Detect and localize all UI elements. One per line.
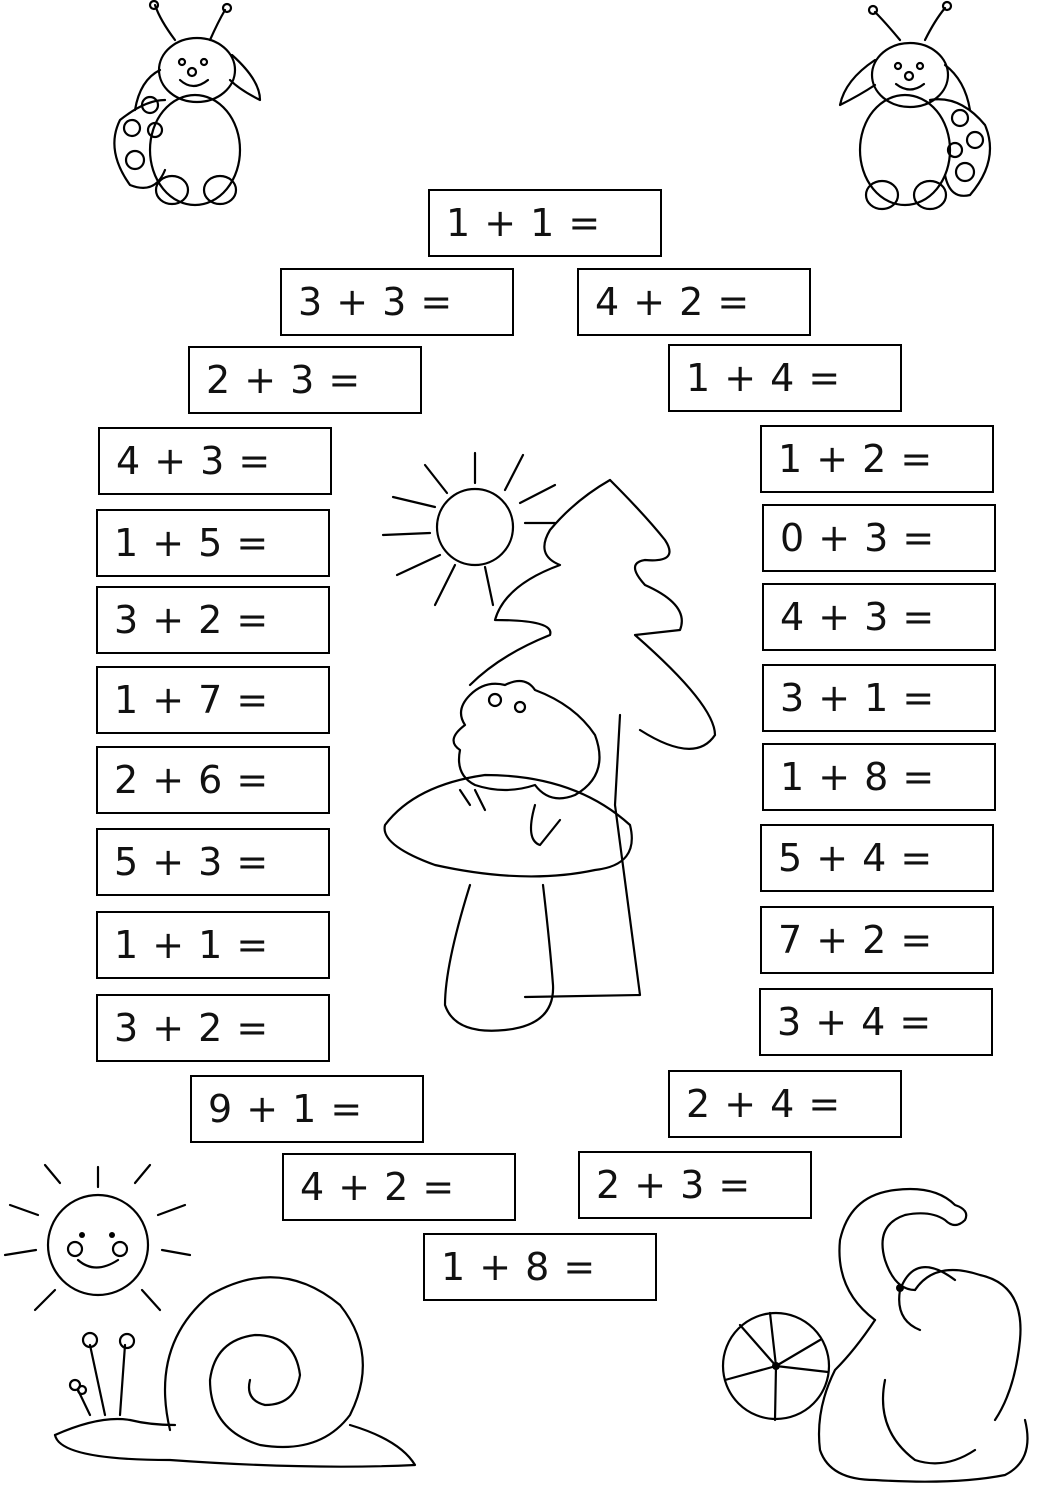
- problem-box[interactable]: [760, 906, 994, 974]
- problem-box[interactable]: [577, 268, 811, 336]
- problem-box[interactable]: [668, 344, 902, 412]
- problem-box[interactable]: [96, 911, 330, 979]
- problem-box[interactable]: [190, 1075, 424, 1143]
- problem-box[interactable]: [762, 504, 996, 572]
- problem-box[interactable]: [96, 828, 330, 896]
- problem-box[interactable]: [760, 824, 994, 892]
- problem-text: 5 + 3 =: [114, 840, 270, 884]
- sun-icon: [383, 453, 555, 605]
- problem-box[interactable]: [668, 1070, 902, 1138]
- problem-text: 2 + 6 =: [114, 758, 270, 802]
- center-scene: [375, 445, 735, 1040]
- problem-text: 1 + 5 =: [114, 521, 270, 565]
- fir-tree-icon: [470, 480, 715, 997]
- problem-text: 1 + 7 =: [114, 678, 270, 722]
- problem-text: 3 + 2 =: [114, 598, 270, 642]
- problem-text: 1 + 4 =: [686, 356, 842, 400]
- problem-box[interactable]: [96, 666, 330, 734]
- problem-box[interactable]: [578, 1151, 812, 1219]
- problem-text: 3 + 1 =: [780, 676, 936, 720]
- ladybug-icon: [830, 0, 1000, 215]
- problem-box[interactable]: [96, 509, 330, 577]
- problem-box[interactable]: [762, 583, 996, 651]
- problem-box[interactable]: [762, 664, 996, 732]
- problem-text: 2 + 3 =: [596, 1163, 752, 1207]
- problem-text: 1 + 1 =: [114, 923, 270, 967]
- problem-text: 3 + 4 =: [777, 1000, 933, 1044]
- problem-text: 4 + 3 =: [116, 439, 272, 483]
- problem-box[interactable]: [96, 994, 330, 1062]
- problem-text: 1 + 2 =: [778, 437, 934, 481]
- problem-text: 5 + 4 =: [778, 836, 934, 880]
- ladybug-icon: [100, 0, 270, 210]
- problem-box[interactable]: [759, 988, 993, 1056]
- problem-text: 4 + 3 =: [780, 595, 936, 639]
- problem-box[interactable]: [282, 1153, 516, 1221]
- problem-box[interactable]: [96, 586, 330, 654]
- problem-box[interactable]: [280, 268, 514, 336]
- problem-text: 1 + 8 =: [441, 1245, 597, 1289]
- elephant-icon: [805, 1180, 1040, 1490]
- problem-box[interactable]: [760, 425, 994, 493]
- frog-icon: [454, 681, 600, 845]
- problem-text: 3 + 3 =: [298, 280, 454, 324]
- problem-text: 3 + 2 =: [114, 1006, 270, 1050]
- problem-box[interactable]: [423, 1233, 657, 1301]
- problem-text: 4 + 2 =: [300, 1165, 456, 1209]
- problem-text: 0 + 3 =: [780, 516, 936, 560]
- problem-box[interactable]: [188, 346, 422, 414]
- problem-box[interactable]: [98, 427, 332, 495]
- problem-box[interactable]: [762, 743, 996, 811]
- problem-text: 2 + 4 =: [686, 1082, 842, 1126]
- problem-text: 1 + 8 =: [780, 755, 936, 799]
- problem-text: 7 + 2 =: [778, 918, 934, 962]
- mushroom-icon: [385, 775, 632, 1031]
- problem-text: 4 + 2 =: [595, 280, 751, 324]
- snail-icon: [50, 1265, 420, 1480]
- problem-box[interactable]: [96, 746, 330, 814]
- problem-text: 1 + 1 =: [446, 201, 602, 245]
- problem-text: 2 + 3 =: [206, 358, 362, 402]
- problem-box[interactable]: [428, 189, 662, 257]
- problem-text: 9 + 1 =: [208, 1087, 364, 1131]
